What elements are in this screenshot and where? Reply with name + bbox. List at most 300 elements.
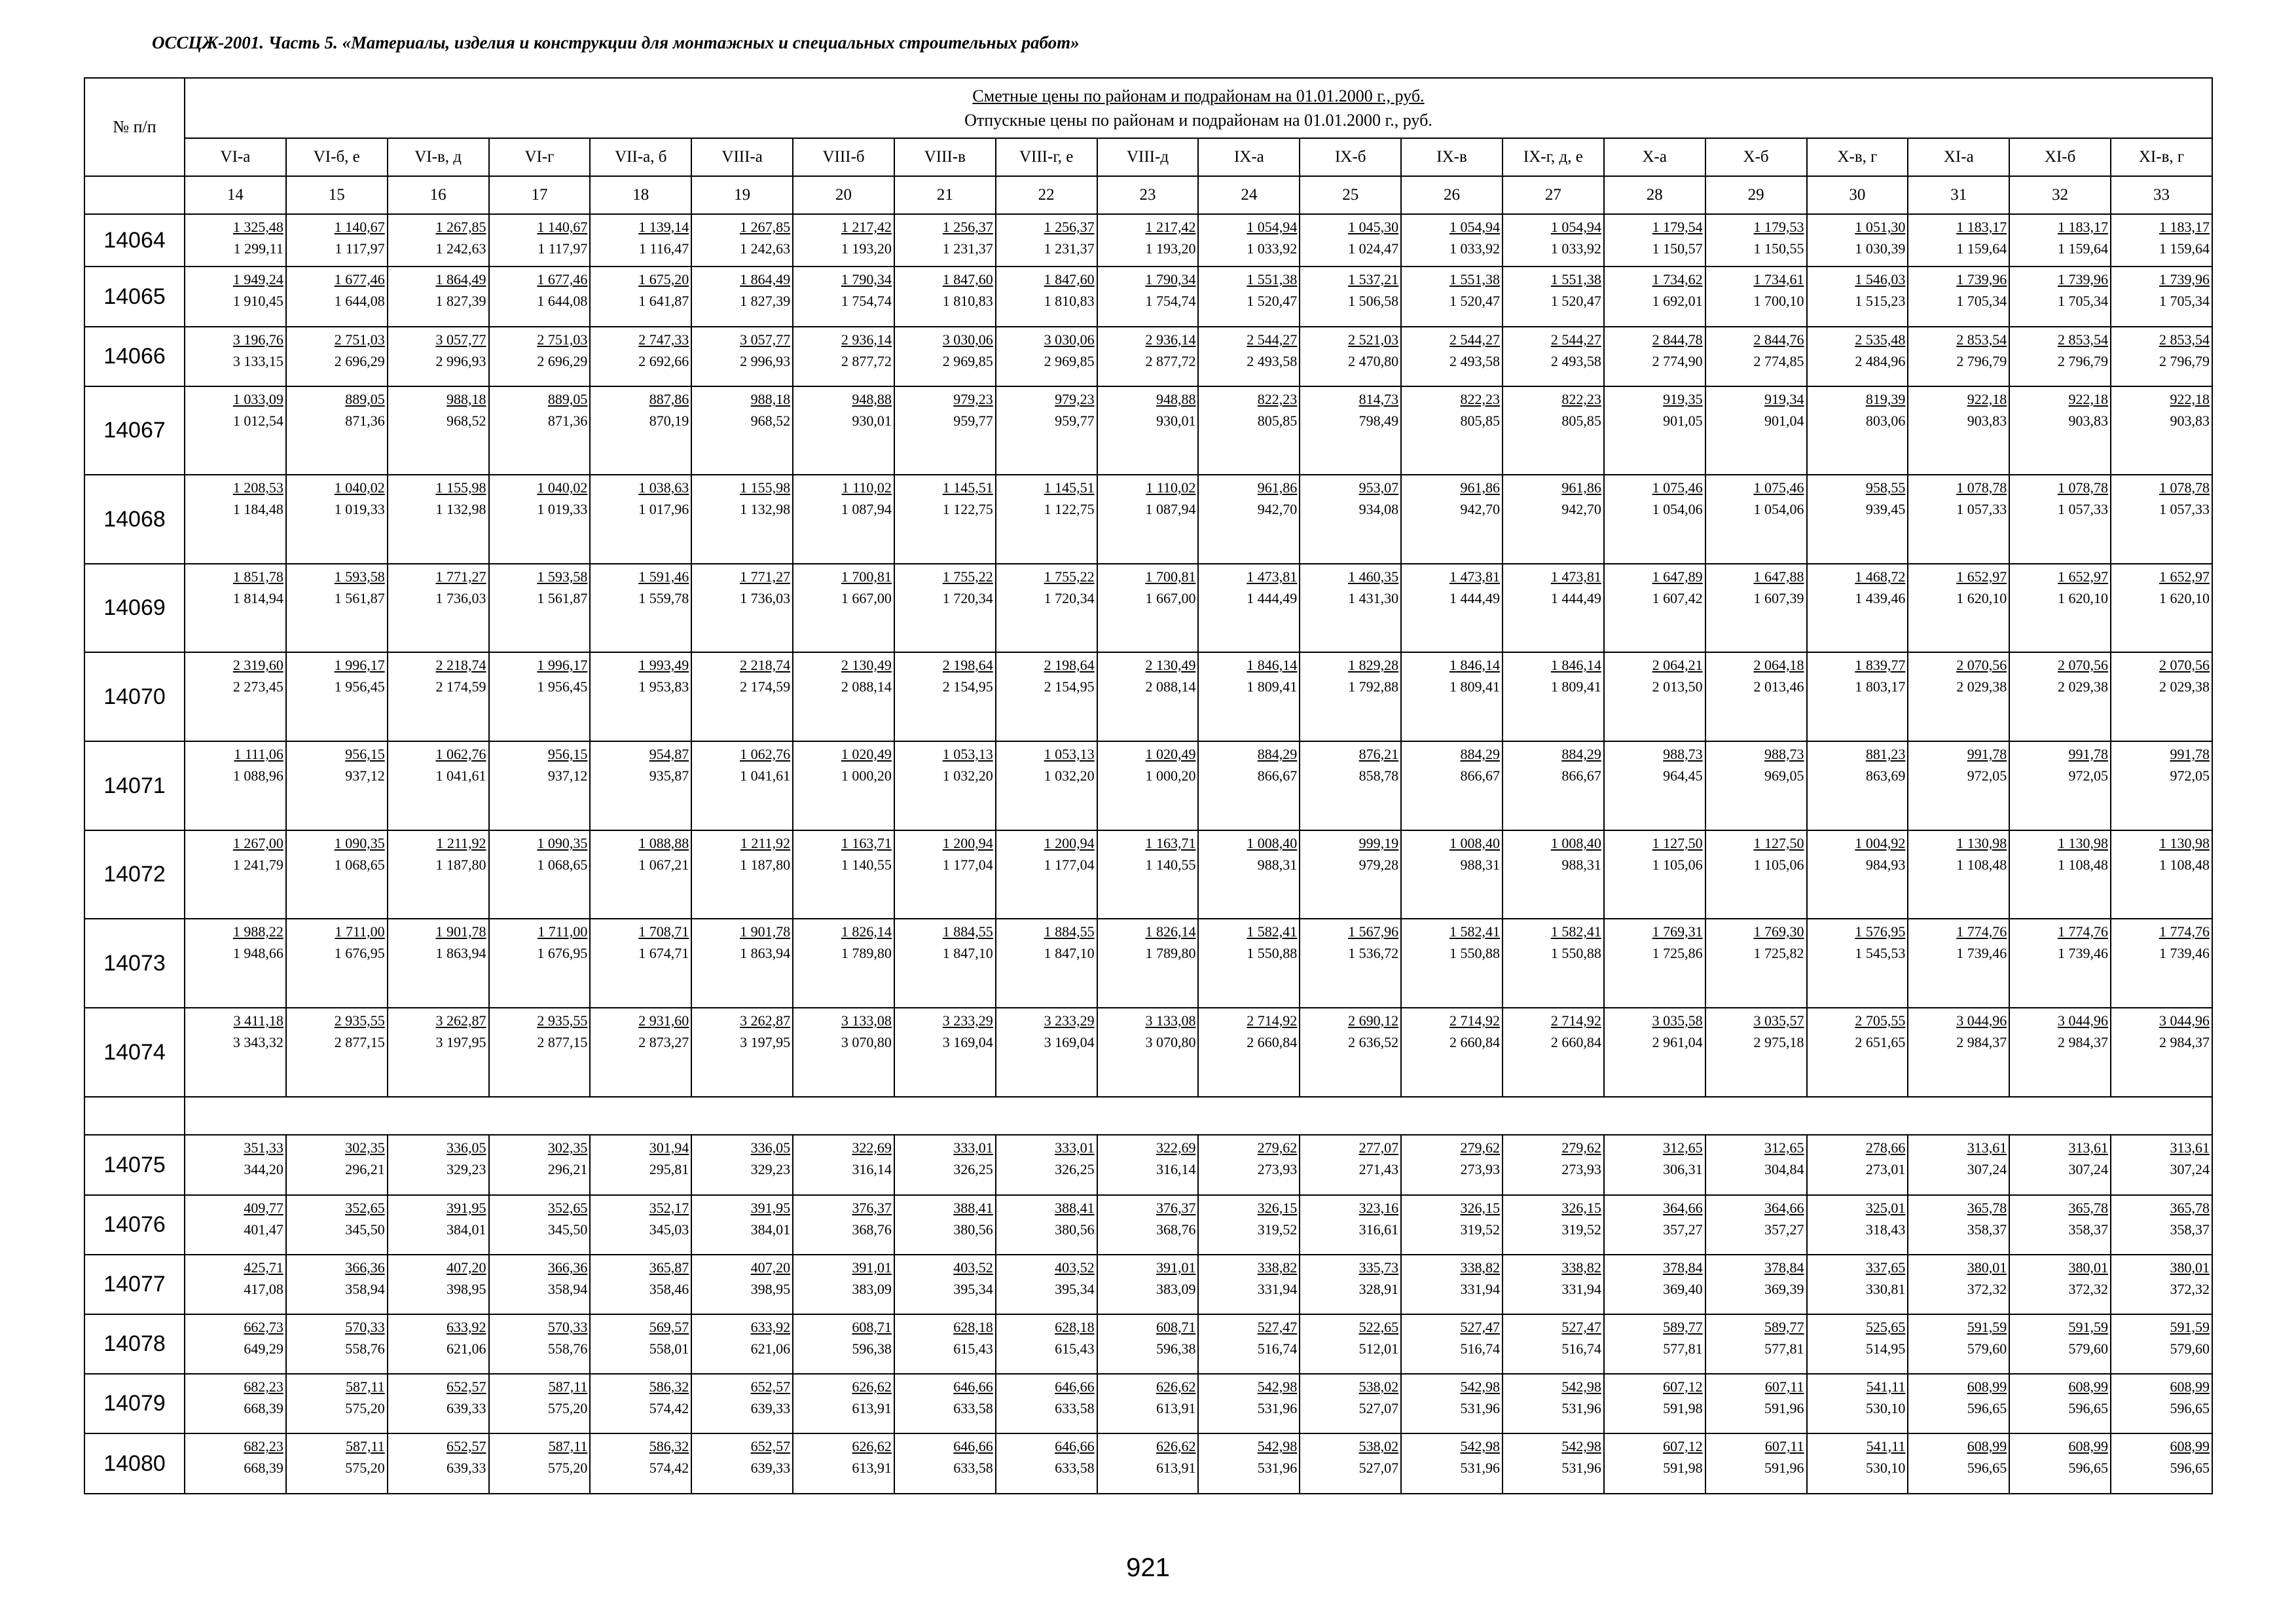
estimated-price: 3 030,06 [942,331,993,348]
release-price: 296,21 [547,1161,588,1177]
estimated-price: 1 040,02 [537,479,588,496]
estimated-price: 1 790,34 [841,271,892,287]
estimated-price: 322,69 [1156,1139,1196,1156]
release-price: 1 088,96 [232,767,283,784]
price-cell [996,1008,1097,1097]
price-cell [286,1433,388,1494]
estimated-price: 302,35 [345,1139,385,1156]
price-cell [1401,1255,1503,1314]
price-cell [1908,214,2009,267]
estimated-price: 365,78 [2170,1200,2210,1216]
estimated-price: 3 233,29 [942,1012,993,1029]
price-cell [388,919,489,1008]
estimated-price: 376,37 [1156,1200,1196,1216]
price-cell [286,652,388,741]
estimated-price: 3 133,08 [1145,1012,1196,1029]
release-price: 3 133,15 [232,353,283,369]
estimated-price: 2 198,64 [1044,657,1095,673]
release-price: 1 674,71 [638,945,689,961]
price-cell [489,830,591,919]
price-cell [1908,327,2009,386]
price-cell [793,1433,894,1494]
price-cell [894,475,996,564]
price-cell [1503,741,1604,830]
estimated-price: 1 739,96 [2058,271,2109,287]
release-price: 2 651,65 [1855,1034,1906,1050]
section-separator-row [84,1097,2212,1135]
estimated-price: 2 751,03 [537,331,588,348]
release-price: 1 299,11 [233,240,283,257]
price-cell [691,830,793,919]
release-price: 2 493,58 [1247,353,1298,369]
release-price: 530,10 [1865,1460,1906,1476]
price-cell [489,564,591,652]
estimated-price: 2 714,92 [1247,1012,1298,1029]
region-column-header: X-б [1705,138,1807,176]
estimated-price: 1 004,92 [1855,835,1906,851]
table-row [84,919,2212,1008]
release-price: 2 796,79 [2159,353,2210,369]
price-cell [388,1374,489,1433]
release-price: 798,49 [1358,413,1399,429]
price-cell [1300,214,1401,267]
price-cell [793,327,894,386]
release-price: 1 827,39 [435,293,486,309]
price-cell [1908,475,2009,564]
estimated-price: 1 537,21 [1348,271,1399,287]
price-cell [996,741,1097,830]
price-cell [1503,214,1604,267]
estimated-price: 335,73 [1358,1259,1399,1276]
estimated-price: 1 183,17 [2159,219,2210,235]
release-price: 964,45 [1663,767,1703,784]
estimated-price: 1 711,00 [538,923,588,940]
estimated-price: 1 700,81 [1145,568,1196,585]
estimated-price: 662,73 [244,1319,283,1335]
column-number: 27 [1503,176,1604,214]
estimated-price: 919,34 [1764,391,1804,407]
price-cell [1503,327,1604,386]
price-cell [2111,475,2212,564]
price-cell [1198,386,1300,475]
price-cell [1503,652,1604,741]
release-price: 1 242,63 [740,240,791,257]
price-cell [388,1135,489,1195]
release-price: 935,87 [649,767,689,784]
price-cell [1705,1195,1807,1255]
region-column-header: VIII-в [894,138,996,176]
estimated-price: 608,99 [2170,1438,2210,1454]
release-price: 1 132,98 [740,501,791,517]
release-price: 2 873,27 [638,1034,689,1050]
estimated-price: 1 901,78 [435,923,486,940]
release-price: 329,23 [446,1161,486,1177]
price-cell [2111,327,2212,386]
estimated-price: 948,88 [1156,391,1196,407]
price-cell [2009,214,2111,267]
price-cell [1300,830,1401,919]
price-cell [2009,327,2111,386]
estimated-price: 3 262,87 [435,1012,486,1029]
price-cell [286,327,388,386]
estimated-price: 1 771,27 [740,568,791,585]
estimated-price: 1 826,14 [841,923,892,940]
price-cell [2111,1255,2212,1314]
estimated-price: 1 183,17 [1956,219,2007,235]
release-price: 2 984,37 [2159,1034,2210,1050]
release-price: 3 197,95 [740,1034,791,1050]
release-price: 1 607,39 [1753,590,1804,606]
price-cell [1401,1314,1503,1374]
release-price: 358,94 [547,1281,588,1297]
price-cell [894,1433,996,1494]
price-cell [1198,1195,1300,1255]
price-cell [1705,1374,1807,1433]
release-price: 633,58 [1055,1400,1095,1416]
region-column-header: VIII-б [793,138,894,176]
release-price: 2 484,96 [1855,353,1906,369]
region-column-header: XI-а [1908,138,2009,176]
release-price: 1 000,20 [841,767,892,784]
price-cell [1097,475,1199,564]
price-cell [1401,327,1503,386]
release-price: 1 550,88 [1449,945,1500,961]
price-cell [1198,267,1300,327]
price-cell [388,652,489,741]
release-price: 273,93 [1561,1161,1601,1177]
release-price: 1 520,47 [1550,293,1601,309]
release-price: 972,05 [1967,767,2007,784]
estimated-price: 338,82 [1257,1259,1298,1276]
item-number: 14076 [84,1195,185,1255]
estimated-price: 1 110,02 [1146,479,1196,496]
estimated-price: 819,39 [1865,391,1906,407]
estimated-price: 313,61 [2068,1139,2109,1156]
price-cell [1807,919,1908,1008]
price-cell [2009,1255,2111,1314]
release-price: 575,20 [547,1400,588,1416]
price-cell [286,267,388,327]
release-price: 2 013,50 [1652,678,1703,695]
release-price: 633,58 [953,1400,993,1416]
header-row-column-numbers [84,176,2212,214]
release-price: 1 520,47 [1247,293,1298,309]
price-cell [590,564,691,652]
column-number: 20 [793,176,894,214]
release-price: 1 620,10 [2159,590,2210,606]
region-column-header: VI-а [185,138,286,176]
release-price: 1 739,46 [2159,945,2210,961]
price-cell [2111,386,2212,475]
estimated-price: 1 211,92 [740,835,791,851]
estimated-price: 366,36 [547,1259,588,1276]
estimated-price: 822,23 [1561,391,1601,407]
estimated-price: 1 008,40 [1550,835,1601,851]
release-price: 596,65 [1967,1460,2007,1476]
price-cell [691,267,793,327]
estimated-price: 1 053,13 [942,746,993,762]
column-number: 31 [1908,176,2009,214]
price-cell [793,564,894,652]
estimated-price: 652,57 [446,1378,486,1395]
estimated-price: 1 652,97 [2159,568,2210,585]
estimated-price: 646,66 [953,1378,993,1395]
release-price: 1 057,33 [2058,501,2109,517]
estimated-price: 1 774,76 [2159,923,2210,940]
price-cell [1401,564,1503,652]
estimated-price: 988,73 [1663,746,1703,762]
price-cell [388,1314,489,1374]
estimated-price: 391,01 [852,1259,892,1276]
price-cell [590,327,691,386]
table-row [84,741,2212,830]
release-price: 1 620,10 [2058,590,2109,606]
region-column-header: VIII-д [1097,138,1199,176]
estimated-price: 586,32 [649,1378,689,1395]
release-price: 1 559,78 [638,590,689,606]
price-cell [489,1008,591,1097]
price-cell [1097,1314,1199,1374]
release-price: 858,78 [1358,767,1399,784]
release-price: 1 193,20 [841,240,892,257]
release-price: 1 809,41 [1550,678,1601,695]
release-price: 613,91 [1156,1400,1196,1416]
release-price: 2 013,46 [1753,678,1804,695]
estimated-price: 591,59 [2170,1319,2210,1335]
estimated-price: 541,11 [1866,1438,1906,1454]
release-price: 1 739,46 [2058,945,2109,961]
estimated-price: 2 936,14 [841,331,892,348]
price-cell [185,1008,286,1097]
table-row [84,564,2212,652]
estimated-price: 608,99 [1967,1378,2007,1395]
price-cell [1807,1008,1908,1097]
estimated-price: 991,78 [2170,746,2210,762]
release-price: 2 154,95 [1044,678,1095,695]
release-prices-title: Отпускные цены по районам и подрайонам на 01.01.2000 г., руб. [964,111,1432,130]
price-cell [388,741,489,830]
release-price: 979,28 [1358,857,1399,873]
price-cell [1097,386,1199,475]
estimated-price: 391,01 [1156,1259,1196,1276]
estimated-price: 2 705,55 [1855,1012,1906,1029]
price-cell [286,1314,388,1374]
price-cell [1807,267,1908,327]
column-number: 32 [2009,176,2111,214]
release-price: 1 720,34 [1044,590,1095,606]
release-price: 871,36 [547,413,588,429]
estimated-price: 2 714,92 [1449,1012,1500,1029]
estimated-price: 646,66 [953,1438,993,1454]
estimated-price: 1 256,37 [1044,219,1095,235]
price-cell [2009,475,2111,564]
release-price: 516,74 [1460,1340,1500,1357]
price-cell [489,1433,591,1494]
item-number: 14078 [84,1314,185,1374]
release-price: 930,01 [852,413,892,429]
estimated-price: 1 734,61 [1753,271,1804,287]
price-cell [2111,830,2212,919]
price-cell [793,1135,894,1195]
estimated-price: 569,57 [649,1319,689,1335]
estimated-price: 2 935,55 [334,1012,385,1029]
release-price: 621,06 [750,1340,791,1357]
price-cell [691,327,793,386]
estimated-price: 1 054,94 [1247,219,1298,235]
item-number: 14066 [84,327,185,386]
price-cell [2111,267,2212,327]
price-cell [691,564,793,652]
release-price: 3 343,32 [232,1034,283,1050]
release-price: 2 029,38 [2058,678,2109,695]
estimated-price: 2 198,64 [942,657,993,673]
estimated-price: 333,01 [1055,1139,1095,1156]
price-cell [1300,1255,1401,1314]
release-price: 2 273,45 [232,678,283,695]
price-cell [1908,267,2009,327]
estimated-price: 326,15 [1460,1200,1500,1216]
release-price: 1 140,55 [841,857,892,873]
estimated-price: 1 140,67 [334,219,385,235]
item-number: 14069 [84,564,185,652]
release-price: 395,34 [953,1281,993,1297]
release-price: 1 067,21 [638,857,689,873]
price-cell [1503,564,1604,652]
estimated-price: 380,01 [1967,1259,2007,1276]
price-cell [1705,214,1807,267]
estimated-price: 527,47 [1460,1319,1500,1335]
region-column-header: VI-г [489,138,591,176]
price-cell [489,741,591,830]
release-price: 2 969,85 [1044,353,1095,369]
release-price: 527,07 [1358,1460,1399,1476]
column-number: 24 [1198,176,1300,214]
release-price: 1 810,83 [942,293,993,309]
price-cell [185,919,286,1008]
price-cell [1198,564,1300,652]
release-price: 2 796,79 [1956,353,2007,369]
estimated-price: 364,66 [1663,1200,1703,1216]
release-price: 988,31 [1561,857,1601,873]
price-cell [1300,1008,1401,1097]
release-price: 959,77 [1055,413,1095,429]
release-price: 380,56 [953,1221,993,1238]
estimated-price: 277,07 [1358,1139,1399,1156]
release-price: 866,67 [1561,767,1601,784]
release-price: 514,95 [1865,1340,1906,1357]
estimated-price: 326,15 [1257,1200,1298,1216]
price-cell [2111,214,2212,267]
column-number: 23 [1097,176,1199,214]
price-cell [1503,267,1604,327]
price-cell [489,1195,591,1255]
estimated-price: 1 217,42 [841,219,892,235]
release-price: 1 809,41 [1449,678,1500,695]
estimated-price: 1 062,76 [435,746,486,762]
estimated-price: 1 771,27 [435,568,486,585]
release-price: 372,32 [2170,1281,2210,1297]
price-cell [691,1195,793,1255]
release-price: 1 231,37 [1044,240,1095,257]
release-price: 866,67 [1460,767,1500,784]
estimated-price: 2 070,56 [1956,657,2007,673]
estimated-price: 425,71 [244,1259,283,1276]
price-cell [996,919,1097,1008]
price-cell [1300,741,1401,830]
estimated-price: 626,62 [852,1438,892,1454]
estimated-price: 2 931,60 [638,1012,689,1029]
table-row [84,1433,2212,1494]
item-number: 14067 [84,386,185,475]
release-price: 574,42 [649,1400,689,1416]
release-price: 1 754,74 [841,293,892,309]
estimated-price: 961,86 [1561,479,1601,496]
estimated-price: 1 078,78 [2058,479,2109,496]
release-price: 1 863,94 [435,945,486,961]
release-price: 384,01 [750,1221,791,1238]
release-price: 968,52 [446,413,486,429]
price-cell [2009,1433,2111,1494]
column-number: 22 [996,176,1097,214]
estimated-price: 312,65 [1663,1139,1703,1156]
estimated-price: 608,99 [2068,1378,2109,1395]
release-price: 516,74 [1561,1340,1601,1357]
release-price: 1 520,47 [1449,293,1500,309]
release-price: 2 696,29 [334,353,385,369]
price-cell [996,1135,1097,1195]
price-cell [996,1314,1097,1374]
estimated-price: 366,36 [345,1259,385,1276]
price-cell [793,1195,894,1255]
estimated-price: 2 218,74 [435,657,486,673]
release-price: 639,33 [446,1400,486,1416]
estimated-price: 646,66 [1055,1438,1095,1454]
estimated-price: 607,12 [1663,1438,1703,1454]
price-cell [1097,1195,1199,1255]
release-price: 1 068,65 [537,857,588,873]
estimated-price: 881,23 [1865,746,1906,762]
release-price: 2 969,85 [942,353,993,369]
price-cell [590,652,691,741]
price-cell [1908,1314,2009,1374]
estimated-price: 1 593,58 [537,568,588,585]
price-cell [185,830,286,919]
item-number: 14065 [84,267,185,327]
release-price: 1 057,33 [1956,501,2007,517]
price-cell [1097,1374,1199,1433]
price-cell [1908,1135,2009,1195]
estimated-price: 822,23 [1460,391,1500,407]
estimated-price: 3 030,06 [1044,331,1095,348]
column-number: 21 [894,176,996,214]
price-cell [1300,1374,1401,1433]
price-cell [1807,652,1908,741]
price-cell [1097,214,1199,267]
release-price: 1 087,94 [841,501,892,517]
release-price: 805,85 [1460,413,1500,429]
release-price: 1 054,06 [1652,501,1703,517]
price-cell [590,1433,691,1494]
estimated-price: 1 090,35 [537,835,588,851]
estimated-price: 1 652,97 [1956,568,2007,585]
release-price: 1 705,34 [1956,293,2007,309]
estimated-price: 652,57 [446,1438,486,1454]
release-price: 591,98 [1663,1400,1703,1416]
release-price: 1 024,47 [1348,240,1399,257]
estimated-price: 979,23 [953,391,993,407]
table-row [84,652,2212,741]
price-cell [388,1008,489,1097]
